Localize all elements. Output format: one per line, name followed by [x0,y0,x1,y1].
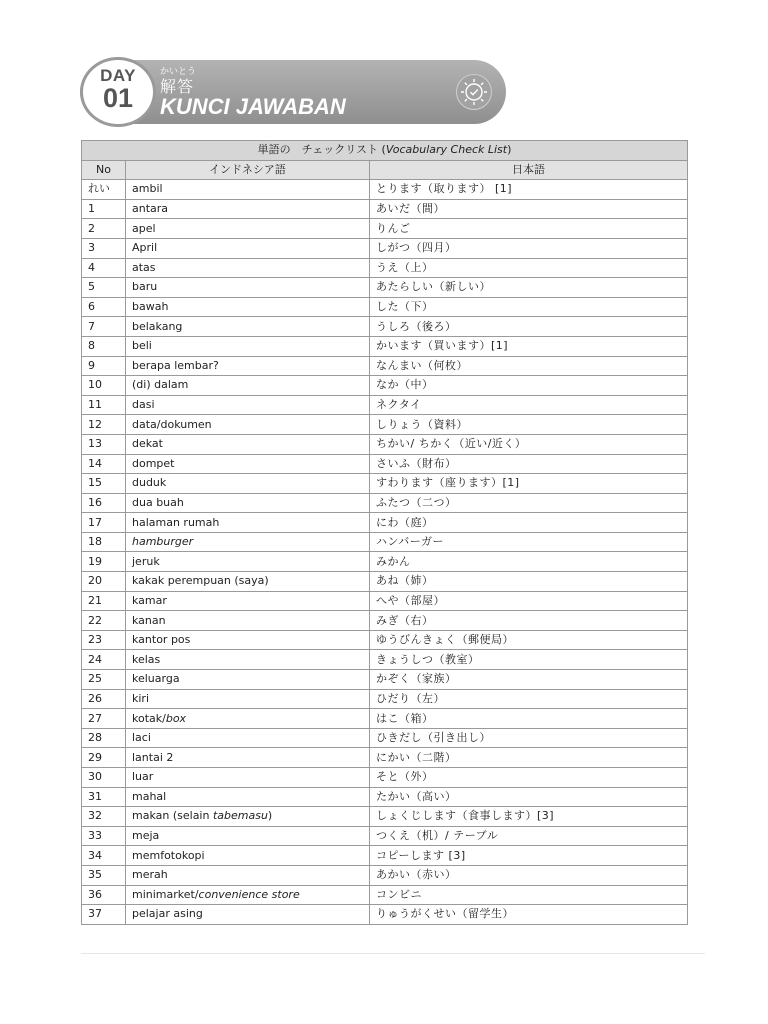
table-row [82,356,688,376]
indonesian-word: dasi [126,395,370,415]
row-number: 27 [82,709,126,729]
table-row [82,709,688,729]
table-row [82,317,688,337]
table-row [82,532,688,552]
japanese-word: すわります（座ります）[1] [370,474,688,494]
indonesian-word [126,709,370,729]
table-row [82,591,688,611]
japanese-word: きょうしつ（教室） [370,650,688,670]
table-row [82,180,688,200]
footer-divider [81,953,705,954]
vocabulary-table [81,140,688,925]
indonesian-word: kakak perempuan (saya) [126,572,370,592]
table-row [82,474,688,494]
japanese-word: あいだ（間） [370,199,688,219]
table-row [82,572,688,592]
indonesian-word: kanan [126,611,370,631]
indonesian-word: April [126,238,370,258]
row-number: 15 [82,474,126,494]
table-row [82,885,688,905]
table-row [82,258,688,278]
indonesian-word: data/dokumen [126,415,370,435]
japanese-word: あかい（赤い） [370,865,688,885]
japanese-word: ちかい/ ちかく（近い/近く） [370,434,688,454]
row-number: 25 [82,670,126,690]
row-number: 13 [82,434,126,454]
indonesian-word: kantor pos [126,630,370,650]
kaitou-heading: 解答 [160,77,195,96]
row-number: 18 [82,532,126,552]
indonesian-word: berapa lembar? [126,356,370,376]
row-number: 29 [82,748,126,768]
indonesian-word: laci [126,728,370,748]
table-title-italic: Vocabulary Check List [385,143,508,157]
indonesian-word: merah [126,865,370,885]
table-row [82,630,688,650]
indonesian-word-italic: convenience store [198,887,300,901]
indonesian-word: antara [126,199,370,219]
row-number: 33 [82,826,126,846]
table-row [82,826,688,846]
japanese-word: した（下） [370,297,688,317]
japanese-word: りゅうがくせい（留学生） [370,905,688,925]
indonesian-word: mahal [126,787,370,807]
table-row [82,846,688,866]
table-title [82,141,688,161]
row-number: 21 [82,591,126,611]
japanese-word: ネクタイ [370,395,688,415]
indonesian-word: memfotokopi [126,846,370,866]
japanese-word: はこ（箱） [370,709,688,729]
row-number: 34 [82,846,126,866]
table-row [82,238,688,258]
row-number: 3 [82,238,126,258]
row-number: 22 [82,611,126,631]
indonesian-word: baru [126,278,370,298]
day-number: 01 [102,83,134,113]
japanese-word: コピーします [3] [370,846,688,866]
indonesian-word: jeruk [126,552,370,572]
indonesian-word: beli [126,336,370,356]
page-title: KUNCI JAWABAN [160,94,346,119]
japanese-word: つくえ（机）/ テーブル [370,826,688,846]
row-number: 23 [82,630,126,650]
japanese-word: とります（取ります） [1] [370,180,688,200]
table-title-prefix: 単語の チェックリスト ( [257,143,386,157]
indonesian-word: duduk [126,474,370,494]
indonesian-word [126,807,370,827]
indonesian-word-text: makan (selain [132,809,213,823]
japanese-word: かぞく（家族） [370,670,688,690]
japanese-word: うえ（上） [370,258,688,278]
japanese-word: たかい（高い） [370,787,688,807]
japanese-word: みかん [370,552,688,572]
row-number: 8 [82,336,126,356]
table-row [82,415,688,435]
indonesian-word: hamburger [126,532,370,552]
check-badge-icon [456,74,492,110]
table-row [82,552,688,572]
row-number: 31 [82,787,126,807]
row-number: 17 [82,513,126,533]
japanese-word: なんまい（何枚） [370,356,688,376]
row-number: 30 [82,768,126,788]
table-row [82,787,688,807]
table-row [82,199,688,219]
table-row [82,611,688,631]
japanese-word: にかい（二階） [370,748,688,768]
japanese-word: なか（中） [370,376,688,396]
table-row [82,219,688,239]
row-number: 7 [82,317,126,337]
japanese-word: コンビニ [370,885,688,905]
indonesian-word: dompet [126,454,370,474]
indonesian-word: meja [126,826,370,846]
row-number: 19 [82,552,126,572]
table-row [82,689,688,709]
table-title-suffix: ) [507,143,512,157]
table-row [82,768,688,788]
japanese-word: しがつ（四月） [370,238,688,258]
japanese-word: ゆうびんきょく（郵便局） [370,630,688,650]
japanese-word: かいます（買います）[1] [370,336,688,356]
row-number: 32 [82,807,126,827]
table-row [82,513,688,533]
japanese-word: ふたつ（二つ） [370,493,688,513]
furigana: かいとう [160,67,197,77]
table-row [82,278,688,298]
row-number: 4 [82,258,126,278]
indonesian-word: bawah [126,297,370,317]
column-header-no: No [82,160,126,180]
indonesian-word: belakang [126,317,370,337]
indonesian-word: (di) dalam [126,376,370,396]
row-number: 28 [82,728,126,748]
japanese-word: あたらしい（新しい） [370,278,688,298]
row-number: 5 [82,278,126,298]
indonesian-word: atas [126,258,370,278]
day-badge [80,57,156,127]
row-number: 11 [82,395,126,415]
indonesian-word: kelas [126,650,370,670]
row-number: 14 [82,454,126,474]
indonesian-word-italic: tabemasu [212,809,268,823]
indonesian-word-italic: box [165,711,187,725]
table-row [82,454,688,474]
table-row [82,728,688,748]
row-number: 6 [82,297,126,317]
table-row [82,748,688,768]
table-row [82,865,688,885]
indonesian-word: luar [126,768,370,788]
indonesian-word: lantai 2 [126,748,370,768]
japanese-word: ハンバーガー [370,532,688,552]
japanese-word: にわ（庭） [370,513,688,533]
row-number: 35 [82,865,126,885]
row-number: 24 [82,650,126,670]
japanese-word: みぎ（右） [370,611,688,631]
column-header-indonesian: インドネシア語 [126,160,370,180]
table-row [82,493,688,513]
table-row [82,395,688,415]
row-number: 10 [82,376,126,396]
indonesian-word-suffix: ) [267,809,273,823]
indonesian-word: pelajar asing [126,905,370,925]
table-row [82,336,688,356]
japanese-word: しょくじします（食事します）[3] [370,807,688,827]
japanese-word: へや（部屋） [370,591,688,611]
row-number: れい [82,180,126,200]
table-row [82,297,688,317]
indonesian-word: dekat [126,434,370,454]
table-row [82,807,688,827]
table-row [82,905,688,925]
row-number: 36 [82,885,126,905]
indonesian-word [126,885,370,905]
japanese-word: うしろ（後ろ） [370,317,688,337]
japanese-word: ひきだし（引き出し） [370,728,688,748]
indonesian-word: apel [126,219,370,239]
japanese-word: そと（外） [370,768,688,788]
indonesian-word: keluarga [126,670,370,690]
column-header-japanese: 日本語 [370,160,688,180]
japanese-word: しりょう（資料） [370,415,688,435]
japanese-word: あね（姉） [370,572,688,592]
indonesian-word-text: kotak/ [132,711,166,725]
table-row [82,670,688,690]
row-number: 12 [82,415,126,435]
day-label: DAY [100,66,136,85]
row-number: 9 [82,356,126,376]
row-number: 20 [82,572,126,592]
indonesian-word: dua buah [126,493,370,513]
japanese-word: ひだり（左） [370,689,688,709]
indonesian-word: kamar [126,591,370,611]
table-row [82,434,688,454]
row-number: 16 [82,493,126,513]
indonesian-word: kiri [126,689,370,709]
indonesian-word: ambil [126,180,370,200]
table-row [82,650,688,670]
row-number: 37 [82,905,126,925]
row-number: 2 [82,219,126,239]
japanese-word: りんご [370,219,688,239]
row-number: 26 [82,689,126,709]
row-number: 1 [82,199,126,219]
japanese-word: さいふ（財布） [370,454,688,474]
indonesian-word: halaman rumah [126,513,370,533]
table-row [82,376,688,396]
indonesian-word-text: minimarket/ [132,887,199,901]
